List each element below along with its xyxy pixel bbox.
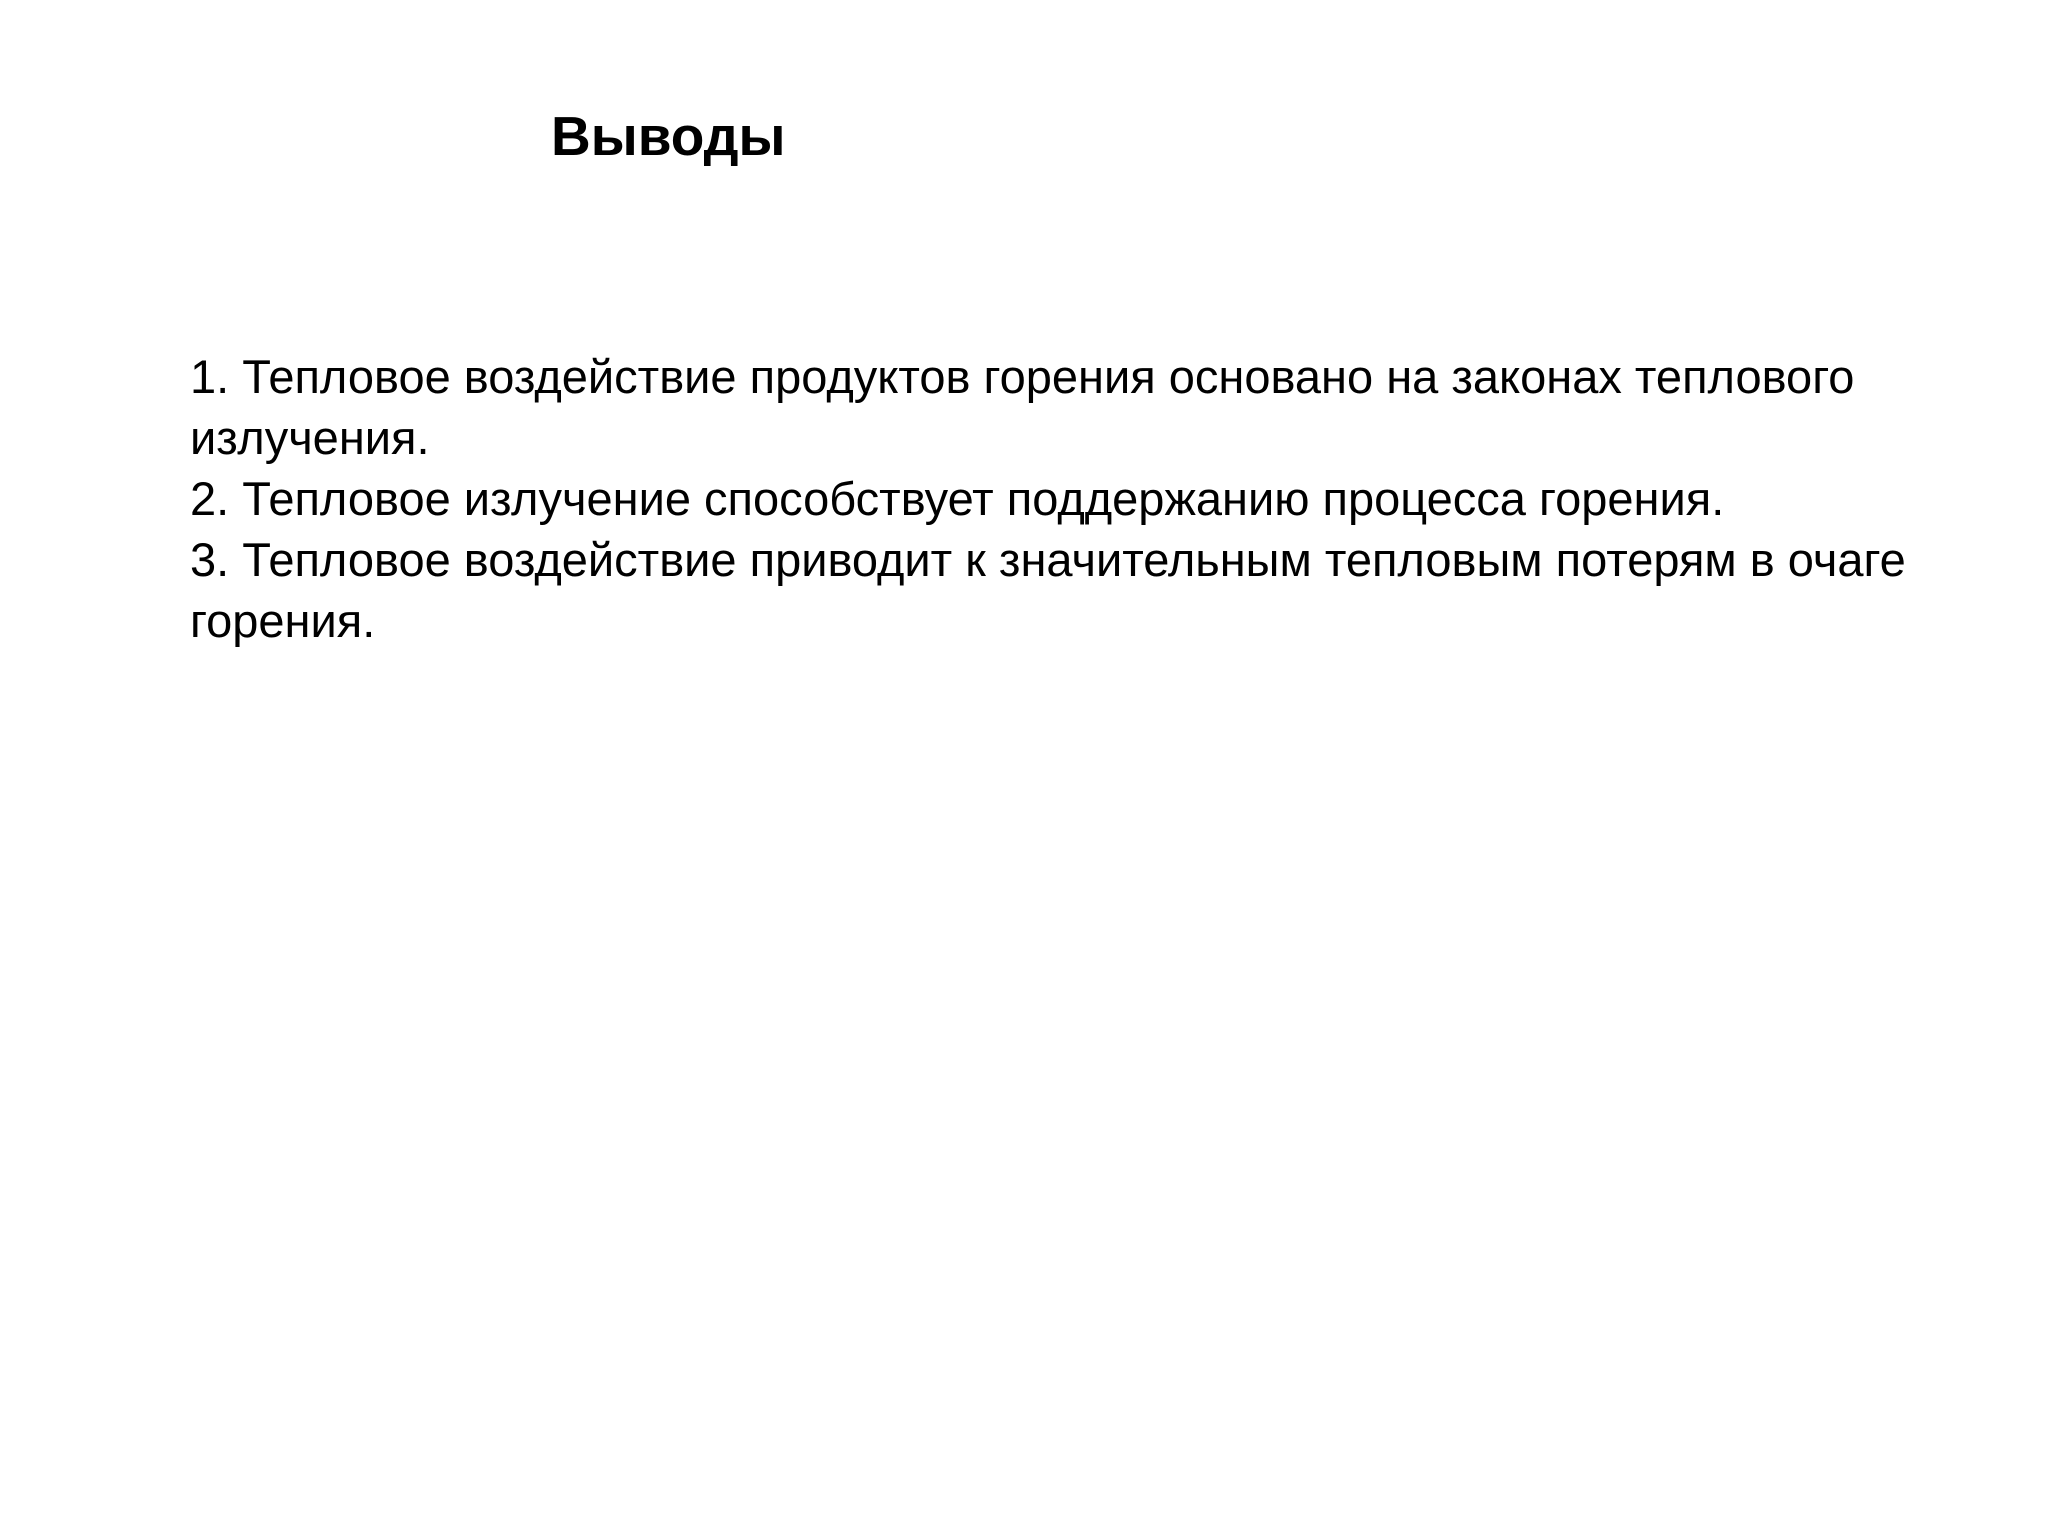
conclusion-item-1: 1. Тепловое воздействие продуктов горения основано на законах теплового излучения. [190,350,1855,464]
conclusion-item-3: 3. Тепловое воздействие приводит к значительным тепловым потерям в очаге горения. [190,533,1906,647]
conclusions-list [190,346,1950,651]
slide-title: Выводы [551,105,786,167]
conclusion-item-2: 2. Тепловое излучение способствует поддержанию процесса горения. [190,472,1725,525]
